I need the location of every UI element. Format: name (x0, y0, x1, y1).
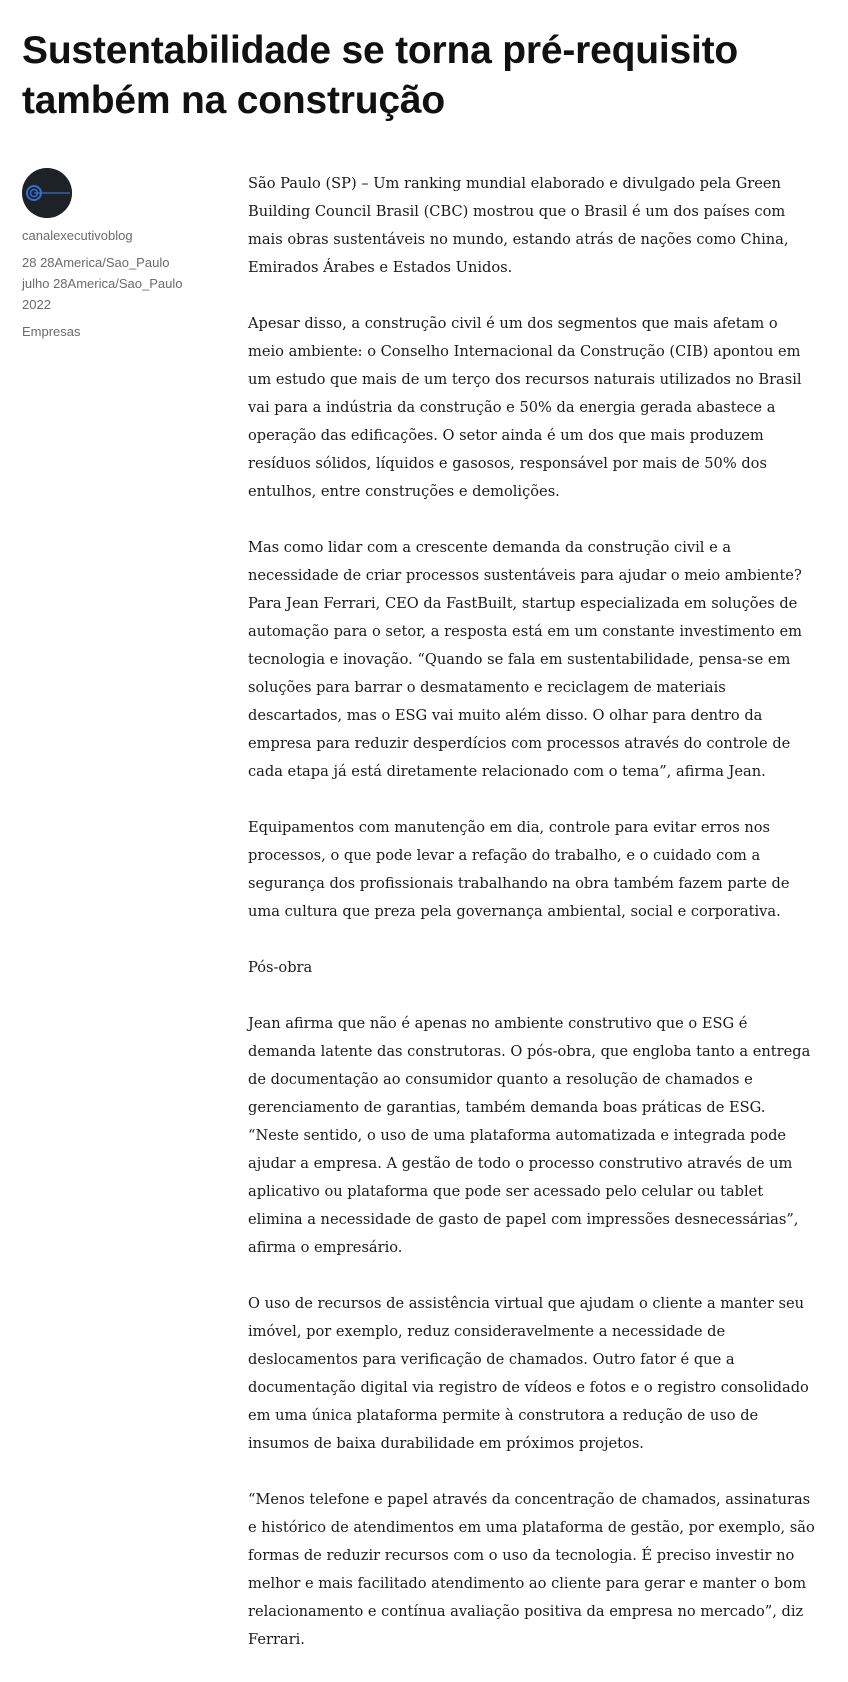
section-subheading: Pós-obra (248, 959, 313, 976)
author-avatar[interactable] (22, 168, 72, 218)
article-meta (22, 168, 222, 342)
category-link[interactable]: Empresas (22, 324, 81, 339)
paragraph: “Menos telefone e papel através da concentração de chamados, assinaturas e histórico de atendimentos em uma plataforma de gestão, por exemplo, são formas de reduzir recursos com o uso da tecnologia. É preciso investir no melhor e mais facilitado atendimento ao cliente para gerar e manter o bom relacionamento e contínua avaliação positiva da empresa no mercado”, diz Ferrari. (248, 1491, 815, 1648)
publish-date: 28 28America/Sao_Paulo julho 28America/Sao_Paulo 2022 (22, 255, 183, 312)
paragraph: Mas como lidar com a crescente demanda da construção civil e a necessidade de criar processos sustentáveis para ajudar o meio ambiente? Para Jean Ferrari, CEO da FastBuilt, startup especializada em soluções de automação para o setor, a resposta está em um constante investimento em tecnologia e inovação. “Quando se fala em sustentabilidade, pensa-se em soluções para barrar o desmatamento e reciclagem de materiais descartados, mas o ESG vai muito além disso. O olhar para dentro da empresa para reduzir desperdícios com processos através do controle de cada etapa já está diretamente relacionado com o tema”, afirma Jean. (248, 539, 802, 780)
paragraph: Equipamentos com manutenção em dia, controle para evitar erros nos processos, o que pode levar a refação do trabalho, e o cuidado com a segurança dos profissionais trabalhando na obra também fazem parte de uma cultura que preza pela governança ambiental, social e corporativa. (248, 819, 790, 920)
paragraph: Apesar disso, a construção civil é um dos segmentos que mais afetam o meio ambiente: o Conselho Internacional da Construção (CIB) apontou em um estudo que mais de um terço dos recursos naturais utilizados no Brasil vai para a indústria da construção e 50% da energia gerada abastece a operação das edificações. O setor ainda é um dos que mais produzem resíduos sólidos, líquidos e gasosos, responsável por mais de 50% dos entulhos, entre construções e demolições. (248, 315, 802, 500)
blog-logo-icon (22, 168, 72, 218)
paragraph: Jean afirma que não é apenas no ambiente construtivo que o ESG é demanda latente das construtoras. O pós-obra, que engloba tanto a entrega de documentação ao consumidor quanto a resolução de chamados e gerenciamento de garantias, também demanda boas práticas de ESG. “Neste sentido, o uso de uma plataforma automatizada e integrada pode ajudar a empresa. A gestão de todo o processo construtivo através de um aplicativo ou plataforma que pode ser acessado pelo celular ou tablet elimina a necessidade de gasto de papel com impressões desnecessárias”, afirma o empresário. (248, 1015, 811, 1256)
paragraph: São Paulo (SP) – Um ranking mundial elaborado e divulgado pela Green Building Council Brasil (CBC) mostrou que o Brasil é um dos países com mais obras sustentáveis no mundo, estando atrás de nações como China, Emirados Árabes e Estados Unidos. (248, 175, 789, 276)
article-title: Sustentabilidade se torna pré-requisito também na construção (22, 29, 739, 122)
author-link[interactable]: canalexecutivoblog (22, 228, 133, 243)
article-body (248, 170, 818, 1682)
paragraph: O uso de recursos de assistência virtual que ajudam o cliente a manter seu imóvel, por exemplo, reduz consideravelmente a necessidade de deslocamentos para verificação de chamados. Outro fator é que a documentação digital via registro de vídeos e fotos e o registro consolidado em uma única plataforma permite à construtora a redução de uso de insumos de baixa durabilidade em próximos projetos. (248, 1295, 809, 1452)
